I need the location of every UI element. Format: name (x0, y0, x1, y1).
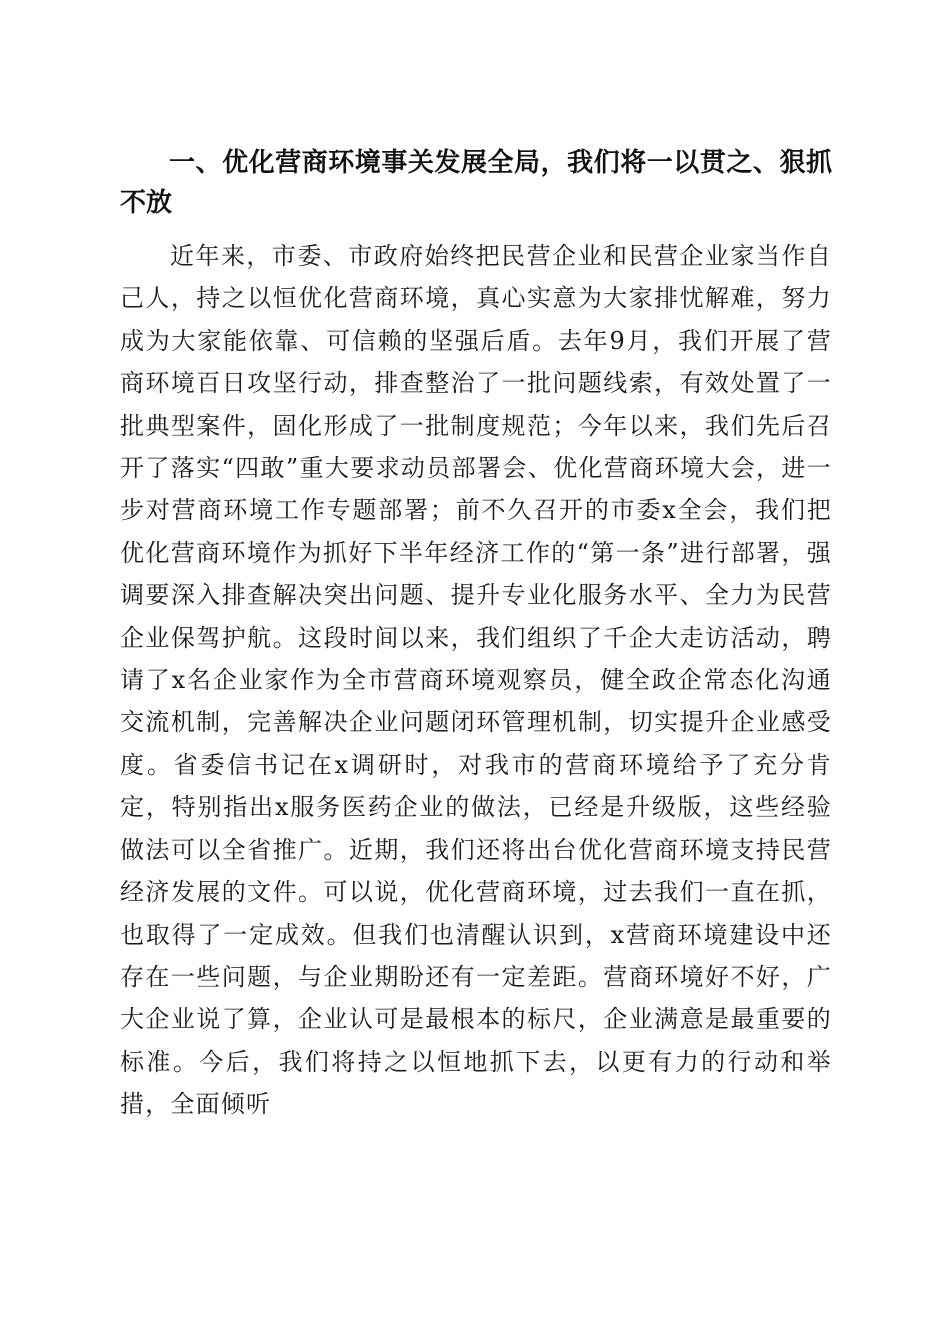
section-heading: 一、优化营商环境事关发展全局，我们将一以贯之、狠抓不放 (120, 148, 832, 218)
body-paragraph: 近年来，市委、市政府始终把民营企业和民营企业家当作自己人，持之以恒优化营商环境，真心实意为大家排忧解难，努力成为大家能依靠、可信赖的坚强后盾。去年9月，我们开展了营商环境百日攻坚行动，排查整治了一批问题线索，有效处置了一批典型案件，固化形成了一批制度规范；今年以来，我们先后召开了落实“四敢”重大要求动员部署会、优化营商环境大会，进一步对营商环境工作专题部署；前不久召开的市委x全会，我们把优化营商环境作为抓好下半年经济工作的“第一条”进行部署，强调要深入排查解决突出问题、提升专业化服务水平、全力为民营企业保驾护航。这段时间以来，我们组织了千企大走访活动，聘请了x名企业家作为全市营商环境观察员，健全政企常态化沟通交流机制，完善解决企业问题闭环管理机制，切实提升企业感受度。省委信书记在x调研时，对我市的营商环境给予了充分肯定，特别指出x服务医药企业的做法，已经是升级版，这些经验做法可以全省推广。近期，我们还将出台优化营商环境支持民营经济发展的文件。可以说，优化营商环境，过去我们一直在抓，也取得了一定成效。但我们也清醒认识到，x营商环境建设中还存在一些问题，与企业期盼还有一定差距。营商环境好不好，广大企业说了算，企业认可是最根本的标尺，企业满意是最重要的标准。今后，我们将持之以恒地抓下去，以更有力的行动和举措，全面倾听 (120, 242, 832, 1119)
document-body (120, 143, 832, 1126)
